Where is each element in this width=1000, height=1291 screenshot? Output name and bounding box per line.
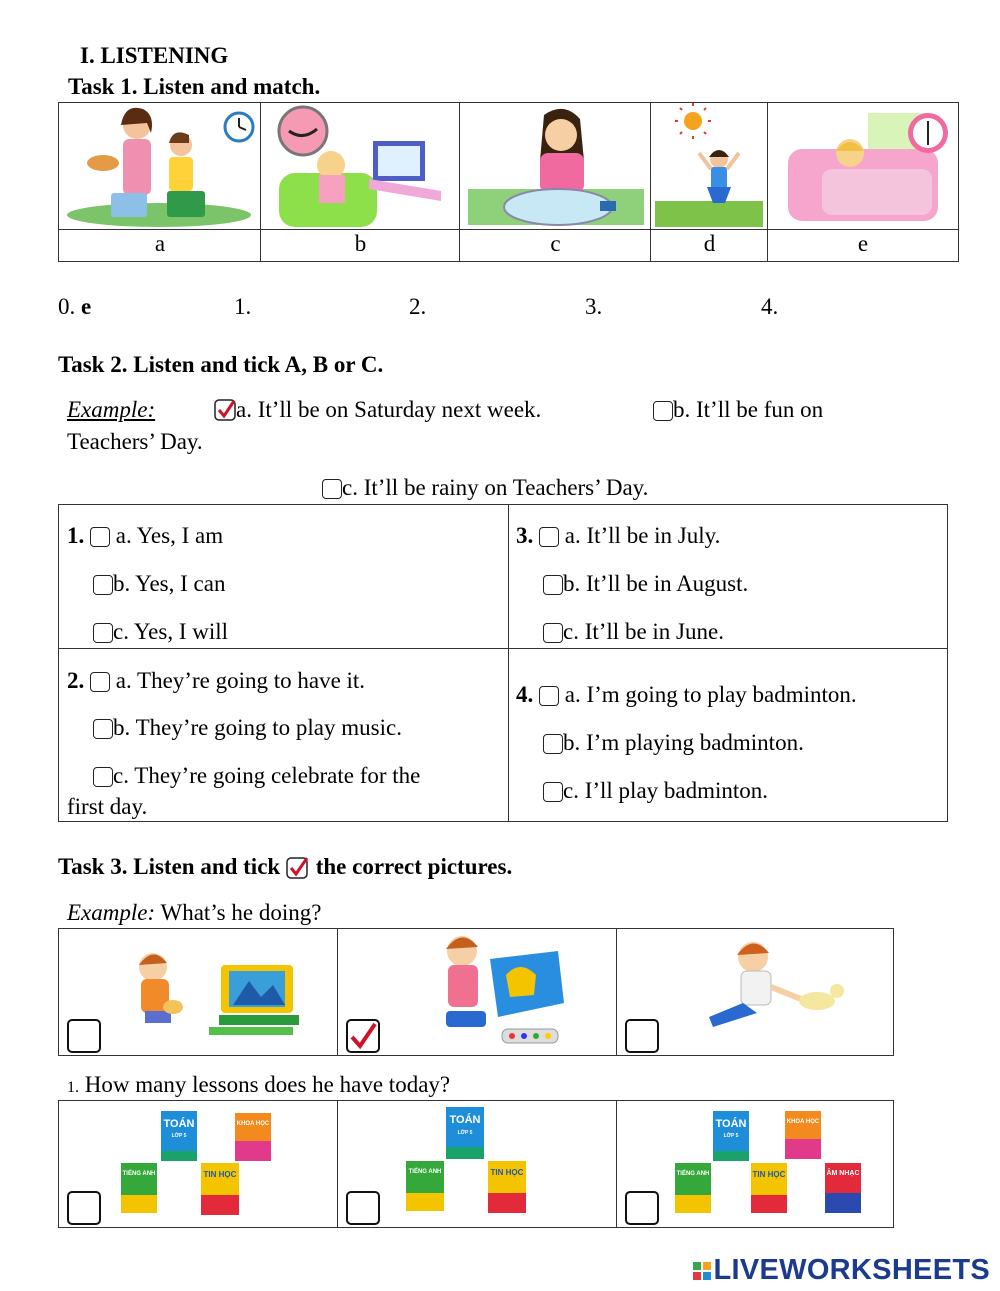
example-option-b: b. It’ll be fun on — [653, 395, 823, 425]
q1-option-b[interactable]: b. Yes, I can — [93, 569, 225, 599]
svg-text:TOÁN: TOÁN — [715, 1118, 747, 1130]
checkbox-icon[interactable] — [543, 734, 563, 754]
picture-label: b — [354, 231, 367, 256]
example-picture-1 — [59, 929, 338, 1055]
girl-watching-tv-icon — [261, 103, 458, 229]
task1-title: Task 1. Listen and match. — [68, 74, 321, 99]
task3-title: Task 3. Listen and tick the correct pictures. — [58, 854, 513, 879]
picture-label: c — [550, 231, 561, 256]
task3-question-1: 1. How many lessons does he have today? — [67, 1072, 451, 1097]
checkbox-icon[interactable] — [93, 719, 113, 739]
task2-title: Task 2. Listen and tick A, B or C. — [58, 352, 384, 377]
picture-label: d — [703, 231, 716, 256]
svg-text:TIẾNG ANH: TIẾNG ANH — [122, 1171, 156, 1177]
answer-value: e — [81, 294, 92, 319]
checkbox-icon[interactable] — [539, 527, 559, 547]
q3-option-a[interactable]: 3. a. It’ll be in July. — [516, 523, 721, 548]
checkbox-icon[interactable] — [93, 575, 113, 595]
lessons-picture-2 — [338, 1101, 617, 1227]
svg-text:LỚP 5: LỚP 5 — [457, 1130, 473, 1136]
girl-in-sunshine-icon — [651, 103, 766, 229]
checkbox-icon[interactable] — [539, 686, 559, 706]
svg-text:KHOA HỌC: KHOA HỌC — [786, 1119, 820, 1125]
svg-text:KHOA HỌC: KHOA HỌC — [236, 1121, 270, 1127]
answer-checkbox[interactable] — [625, 1191, 659, 1225]
checkbox-icon — [653, 401, 673, 421]
checkbox-icon[interactable] — [93, 767, 113, 787]
q3-option-b[interactable]: b. It’ll be in August. — [543, 569, 748, 599]
example-label: Example: — [67, 397, 156, 422]
picture-label: e — [857, 231, 869, 256]
checkbox-icon[interactable] — [543, 575, 563, 595]
q2-option-b[interactable]: b. They’re going to play music. — [93, 713, 402, 743]
svg-text:LỚP 5: LỚP 5 — [171, 1133, 187, 1139]
example-option-a: a. It’ll be on Saturday next week. — [214, 395, 541, 425]
example-picture-3 — [617, 929, 893, 1055]
example-option-c: c. It’ll be rainy on Teachers’ Day. — [322, 473, 648, 503]
q2-option-a[interactable]: 2. a. They’re going to have it. — [67, 668, 366, 693]
checkbox-icon — [322, 479, 342, 499]
svg-text:TIN HỌC: TIN HỌC — [203, 1170, 237, 1179]
section-title: I. LISTENING — [80, 43, 229, 68]
answer-checkbox[interactable] — [346, 1019, 380, 1053]
answer-slot-3[interactable]: 3. — [585, 294, 603, 319]
svg-text:LỚP 5: LỚP 5 — [723, 1133, 739, 1139]
svg-text:TOÁN: TOÁN — [449, 1114, 481, 1126]
q4-option-c[interactable]: c. I’ll play badminton. — [543, 776, 768, 806]
answer-slot-0: 0. e — [58, 294, 92, 319]
checked-box-icon — [214, 399, 236, 421]
red-tick-icon — [348, 1021, 378, 1051]
checkbox-icon[interactable] — [90, 672, 110, 692]
checkbox-icon[interactable] — [543, 782, 563, 802]
lessons-picture-3 — [617, 1101, 893, 1227]
checked-box-icon — [286, 855, 310, 879]
liveworksheets-logo: LIVEWORKSHEETS — [692, 1254, 991, 1287]
checkbox-icon[interactable] — [543, 623, 563, 643]
example-picture-2 — [338, 929, 617, 1055]
svg-text:TIẾNG ANH: TIẾNG ANH — [676, 1171, 710, 1177]
answer-checkbox[interactable] — [346, 1191, 380, 1225]
svg-text:ÂM NHẠC: ÂM NHẠC — [826, 1170, 860, 1177]
answer-checkbox[interactable] — [67, 1191, 101, 1225]
q1-option-c[interactable]: c. Yes, I will — [93, 617, 228, 647]
checkbox-icon[interactable] — [93, 623, 113, 643]
answer-slot-4[interactable]: 4. — [761, 294, 779, 319]
q3-option-c[interactable]: c. It’ll be in June. — [543, 617, 724, 647]
q4-option-b[interactable]: b. I’m playing badminton. — [543, 728, 804, 758]
girl-waking-up-icon — [768, 103, 956, 229]
task3-example: Example: What’s he doing? — [67, 900, 322, 925]
q1-option-a[interactable]: 1. a. Yes, I am — [67, 523, 224, 548]
girl-brushing-teeth-icon — [460, 103, 649, 229]
example-option-b-cont: Teachers’ Day. — [67, 429, 203, 454]
svg-text:TIN HỌC: TIN HỌC — [752, 1170, 786, 1179]
answer-checkbox[interactable] — [67, 1019, 101, 1053]
logo-grid-icon — [692, 1261, 714, 1281]
q4-option-a[interactable]: 4. a. I’m going to play badminton. — [516, 682, 857, 707]
task1-picture-table — [58, 102, 959, 262]
svg-text:TIẾNG ANH: TIẾNG ANH — [408, 1169, 442, 1175]
checkbox-icon[interactable] — [90, 527, 110, 547]
picture-label: a — [154, 231, 166, 256]
lessons-picture-table — [58, 1100, 894, 1228]
mother-and-son-cooking-icon — [59, 103, 259, 229]
lessons-picture-1 — [59, 1101, 338, 1227]
q2-option-c[interactable]: c. They’re going celebrate for the — [93, 761, 420, 791]
q2-option-c-cont: first day. — [67, 794, 148, 819]
example-picture-table — [58, 928, 894, 1056]
svg-text:TOÁN: TOÁN — [163, 1118, 195, 1130]
answer-checkbox[interactable] — [625, 1019, 659, 1053]
svg-text:TIN HỌC: TIN HỌC — [490, 1168, 524, 1177]
answer-slot-2[interactable]: 2. — [409, 294, 427, 319]
answer-slot-1[interactable]: 1. — [234, 294, 252, 319]
